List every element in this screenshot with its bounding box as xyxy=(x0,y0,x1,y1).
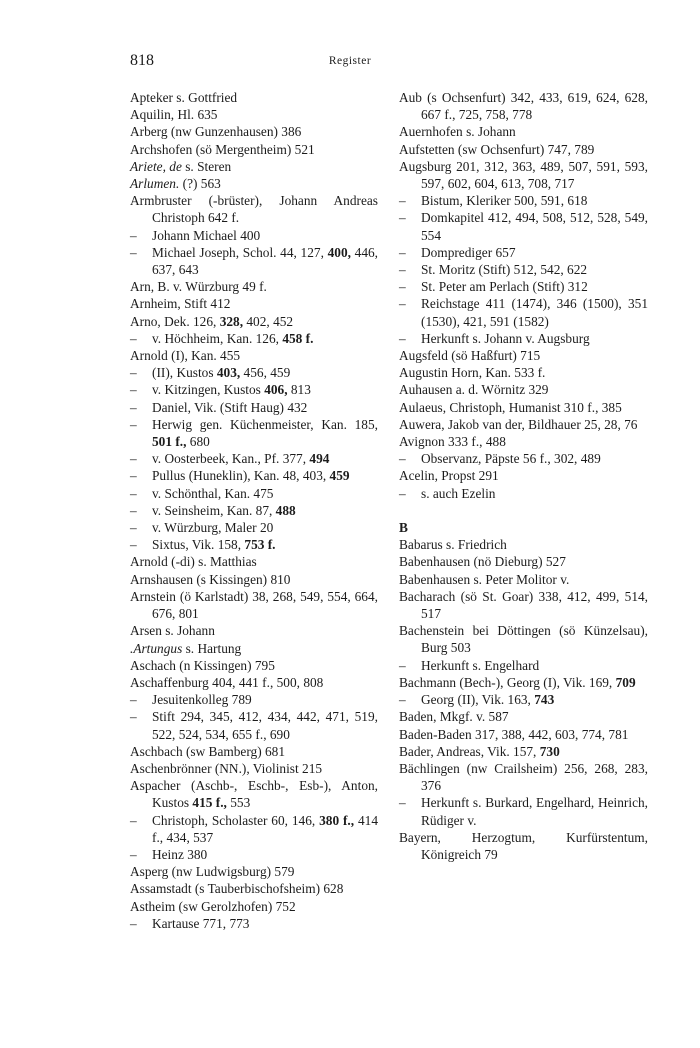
entry-text: v. Höchheim, Kan. 126, xyxy=(152,330,283,346)
subentry-dash: – xyxy=(130,365,137,381)
entry-text: Auwera, Jakob van der, Bildhauer 25, 28, 76 xyxy=(399,416,638,432)
subentry-dash: – xyxy=(130,416,137,432)
subentry-dash: – xyxy=(399,485,406,501)
subentry-dash: – xyxy=(399,330,406,346)
subentry-dash: – xyxy=(399,296,406,312)
index-entry xyxy=(130,640,378,657)
entry-text: Bader, Andreas, Vik. 157, xyxy=(399,743,540,759)
entry-text: 406, xyxy=(264,382,288,398)
subentry-dash: – xyxy=(399,193,406,209)
entry-text: 459 xyxy=(329,468,350,484)
subentry-dash: – xyxy=(130,382,137,398)
entry-text: Babarus s. Friedrich xyxy=(399,537,507,553)
index-entry xyxy=(130,622,378,639)
subentry-dash: – xyxy=(399,795,406,811)
subentry-dash: – xyxy=(130,502,137,518)
index-subentry xyxy=(130,364,378,381)
entry-text: Kartause 771, 773 xyxy=(152,915,250,931)
index-entry xyxy=(399,553,648,570)
index-subentry xyxy=(130,519,378,536)
entry-text: Arsen s. Johann xyxy=(130,623,215,639)
index-entry xyxy=(399,571,648,588)
entry-text: 403, xyxy=(216,365,241,381)
index-subentry xyxy=(130,502,378,519)
entry-text: v. Seinsheim, Kan. 87, xyxy=(152,502,276,518)
subentry-dash: – xyxy=(130,709,137,725)
subentry-dash: – xyxy=(130,399,137,415)
index-entry xyxy=(399,399,648,416)
entry-text: Herkunft s. Engelhard xyxy=(421,657,540,673)
entry-text: Avignon 333 f., 488 xyxy=(399,434,506,450)
index-entry xyxy=(399,726,648,743)
index-entry xyxy=(399,760,648,794)
entry-text: Domkapitel 412, 494, 508, 512, 528, 549, 554 xyxy=(421,210,648,243)
entry-text: Arnshausen (s Kissingen) 810 xyxy=(130,571,291,587)
entry-text: Bayern, Herzogtum, Kurfürstentum, Königreich 79 xyxy=(399,829,648,862)
entry-text: s. Hartung xyxy=(182,640,242,656)
index-entry xyxy=(130,674,378,691)
entry-text: Heinz 380 xyxy=(152,846,208,862)
entry-text: 488 xyxy=(275,502,296,518)
index-entry xyxy=(399,536,648,553)
index-entry xyxy=(130,571,378,588)
index-entry xyxy=(399,433,648,450)
index-entry xyxy=(130,89,378,106)
entry-text: Arno, Dek. 126, xyxy=(130,313,220,329)
entry-text: Baden, Mkgf. v. 587 xyxy=(399,709,509,725)
index-column-right xyxy=(399,89,648,863)
index-subentry xyxy=(130,485,378,502)
entry-text: Baden-Baden 317, 388, 442, 603, 774, 781 xyxy=(399,726,629,742)
index-subentry xyxy=(130,812,378,846)
index-subentry xyxy=(399,450,648,467)
entry-text: Arnold (I), Kan. 455 xyxy=(130,348,241,364)
entry-text: v. Würzburg, Maler 20 xyxy=(152,520,274,536)
page-number: 818 xyxy=(130,52,154,69)
entry-text: 415 f., xyxy=(192,795,227,811)
entry-text: Domprediger 657 xyxy=(421,244,516,260)
index-entry xyxy=(130,760,378,777)
index-subentry xyxy=(130,691,378,708)
index-column-left xyxy=(130,89,378,932)
entry-text: Pullus (Huneklin), Kan. 48, 403, xyxy=(152,468,330,484)
entry-text: Aquilin, Hl. 635 xyxy=(130,107,218,123)
index-subentry xyxy=(399,209,648,243)
entry-text: 446, 637, 643 xyxy=(152,244,378,278)
entry-text: Jesuitenkolleg 789 xyxy=(152,692,252,708)
subentry-dash: – xyxy=(130,451,137,467)
entry-text: .Artungus xyxy=(130,640,183,656)
entry-text: Bistum, Kleriker 500, 591, 618 xyxy=(421,193,588,209)
index-subentry xyxy=(130,244,378,278)
subentry-dash: – xyxy=(130,812,137,828)
subentry-dash: – xyxy=(130,330,137,346)
index-subentry xyxy=(399,330,648,347)
entry-text: Aschenbrönner (NN.), Violinist 215 xyxy=(130,760,323,776)
entry-text: Acelin, Propst 291 xyxy=(399,468,499,484)
entry-text: Observanz, Päpste 56 f., 302, 489 xyxy=(421,451,601,467)
index-entry xyxy=(130,141,378,158)
subentry-dash: – xyxy=(130,227,137,243)
subentry-dash: – xyxy=(399,657,406,673)
index-entry xyxy=(130,777,378,811)
index-subentry xyxy=(399,295,648,329)
entry-text: Arberg (nw Gunzenhausen) 386 xyxy=(130,124,302,140)
subentry-dash: – xyxy=(130,537,137,553)
index-entry xyxy=(130,347,378,364)
index-entry xyxy=(130,278,378,295)
running-head: Register xyxy=(328,55,372,67)
index-subentry xyxy=(130,399,378,416)
index-entry xyxy=(130,657,378,674)
entry-text: (II), Kustos xyxy=(152,365,217,381)
index-subentry xyxy=(130,450,378,467)
index-entry xyxy=(130,588,378,622)
entry-text: s. Steren xyxy=(181,158,232,174)
entry-text: 328, xyxy=(219,313,244,329)
index-entry xyxy=(399,708,648,725)
entry-text: 680 xyxy=(186,434,210,450)
entry-text: Aspacher (Aschb-, Eschb-, Esb-), Anton, Kustos xyxy=(130,778,378,811)
entry-text: 743 xyxy=(534,692,555,708)
entry-text: Johann Michael 400 xyxy=(152,227,261,243)
entry-text: Arnheim, Stift 412 xyxy=(130,296,231,312)
entry-text: Arn, B. v. Würzburg 49 f. xyxy=(130,279,267,295)
entry-text: 458 f. xyxy=(282,330,314,346)
entry-text: Reichstage 411 (1474), 346 (1500), 351 (1530), 421, 591 (1582) xyxy=(421,296,648,329)
entry-text: 494 xyxy=(309,451,330,467)
index-entry xyxy=(130,192,378,226)
entry-text: Assamstadt (s Tauberbischofsheim) 628 xyxy=(130,881,344,897)
entry-text: Arnstein (ö Karlstadt) 38, 268, 549, 554, 664, 676, 801 xyxy=(130,588,378,622)
entry-text: Bachmann (Bech-), Georg (I), Vik. 169, xyxy=(399,674,616,690)
entry-text: 400, xyxy=(327,244,351,260)
entry-text: Asperg (nw Ludwigsburg) 579 xyxy=(130,864,295,880)
index-subentry xyxy=(399,485,648,502)
index-entry xyxy=(399,743,648,760)
index-entry xyxy=(399,89,648,123)
entry-text: St. Peter am Perlach (Stift) 312 xyxy=(421,279,588,295)
entry-text: St. Moritz (Stift) 512, 542, 622 xyxy=(421,262,588,278)
index-entry xyxy=(399,674,648,691)
index-subentry xyxy=(399,278,648,295)
entry-text: Bachenstein bei Döttingen (sö Künzelsau), Burg 503 xyxy=(399,623,648,656)
entry-text: B xyxy=(399,520,408,536)
subentry-dash: – xyxy=(130,846,137,862)
index-entry xyxy=(130,743,378,760)
entry-text: v. Schönthal, Kan. 475 xyxy=(152,485,274,501)
entry-text: Babenhausen s. Peter Molitor v. xyxy=(399,571,570,587)
index-subentry xyxy=(399,261,648,278)
index-entry xyxy=(399,364,648,381)
entry-text: Michael Joseph, Schol. 44, 127, xyxy=(152,244,328,260)
index-subentry xyxy=(130,381,378,398)
entry-text: Georg (II), Vik. 163, xyxy=(421,692,535,708)
index-entry xyxy=(130,898,378,915)
index-subentry xyxy=(130,536,378,553)
index-entry xyxy=(399,829,648,863)
entry-text: 501 f., xyxy=(152,434,187,450)
index-subentry xyxy=(130,708,378,742)
index-entry xyxy=(399,141,648,158)
index-entry xyxy=(130,123,378,140)
section-heading xyxy=(399,519,648,536)
entry-text: 402, 452 xyxy=(243,313,294,329)
index-subentry xyxy=(399,794,648,828)
index-subentry xyxy=(399,244,648,261)
entry-text: Aschach (n Kissingen) 795 xyxy=(130,657,275,673)
index-entry xyxy=(130,880,378,897)
index-subentry xyxy=(130,227,378,244)
entry-text: v. Kitzingen, Kustos xyxy=(152,382,265,398)
entry-text: (?) 563 xyxy=(179,176,221,192)
entry-text: Bächlingen (nw Crailsheim) 256, 268, 283, 376 xyxy=(399,760,648,794)
entry-text: v. Oosterbeek, Kan., Pf. 377, xyxy=(152,451,310,467)
index-entry xyxy=(130,175,378,192)
entry-text: 380 f., xyxy=(319,812,355,828)
index-subentry xyxy=(399,192,648,209)
subentry-dash: – xyxy=(399,210,406,226)
entry-text: Herwig gen. Küchenmeister, Kan. 185, xyxy=(152,416,378,432)
index-subentry xyxy=(399,657,648,674)
index-entry xyxy=(399,416,648,433)
entry-text: Aulaeus, Christoph, Humanist 310 f., 385 xyxy=(399,399,622,415)
entry-text: 414 f., 434, 537 xyxy=(152,812,378,845)
entry-text: Herkunft s. Burkard, Engelhard, Heinrich, Rüdiger v. xyxy=(421,795,648,828)
entry-text: Herkunft s. Johann v. Augsburg xyxy=(421,330,590,346)
entry-text: Arnold (-di) s. Matthias xyxy=(130,554,257,570)
entry-text: Archshofen (sö Mergentheim) 521 xyxy=(130,141,315,157)
entry-text: Augustin Horn, Kan. 533 f. xyxy=(399,365,546,381)
entry-text: Aufstetten (sw Ochsenfurt) 747, 789 xyxy=(399,141,595,157)
index-subentry xyxy=(399,691,648,708)
entry-text: 456, 459 xyxy=(240,365,291,381)
subentry-dash: – xyxy=(399,451,406,467)
entry-text: Astheim (sw Gerolzhofen) 752 xyxy=(130,898,296,914)
subentry-dash: – xyxy=(399,692,406,708)
entry-text: Sixtus, Vik. 158, xyxy=(152,537,245,553)
entry-text: Stift 294, 345, 412, 434, 442, 471, 519, 522, 524, 534, 655 f., 690 xyxy=(152,709,378,742)
index-entry xyxy=(399,467,648,484)
entry-text: s. auch Ezelin xyxy=(421,485,496,501)
subentry-dash: – xyxy=(399,244,406,260)
index-entry xyxy=(130,313,378,330)
index-entry xyxy=(130,295,378,312)
entry-text: Auernhofen s. Johann xyxy=(399,124,516,140)
index-subentry xyxy=(130,330,378,347)
index-entry xyxy=(399,588,648,622)
subentry-dash: – xyxy=(399,262,406,278)
entry-text: Aschaffenburg 404, 441 f., 500, 808 xyxy=(130,674,324,690)
entry-text: 813 xyxy=(287,382,311,398)
index-entry xyxy=(399,622,648,656)
subentry-dash: – xyxy=(399,279,406,295)
section-gap xyxy=(399,502,648,519)
entry-text: Auhausen a. d. Wörnitz 329 xyxy=(399,382,549,398)
entry-text: 753 f. xyxy=(244,537,276,553)
entry-text: 553 xyxy=(226,795,251,811)
index-subentry xyxy=(130,416,378,450)
entry-text: Babenhausen (nö Dieburg) 527 xyxy=(399,554,566,570)
subentry-dash: – xyxy=(130,485,137,501)
subentry-dash: – xyxy=(130,692,137,708)
entry-text: 730 xyxy=(539,743,560,759)
index-entry xyxy=(130,106,378,123)
index-subentry xyxy=(130,846,378,863)
index-entry xyxy=(130,158,378,175)
index-entry xyxy=(399,158,648,192)
subentry-dash: – xyxy=(130,244,137,260)
index-subentry xyxy=(130,915,378,932)
entry-text: Aub (s Ochsenfurt) 342, 433, 619, 624, 628, 667 f., 725, 758, 778 xyxy=(399,90,648,123)
entry-text: Armbruster (-brüster), Johann Andreas Christoph 642 f. xyxy=(130,193,378,226)
subentry-dash: – xyxy=(130,468,137,484)
index-entry xyxy=(399,123,648,140)
entry-text: Augsburg 201, 312, 363, 489, 507, 591, 593, 597, 602, 604, 613, 708, 717 xyxy=(399,158,648,192)
index-entry xyxy=(130,863,378,880)
entry-text: Apteker s. Gottfried xyxy=(130,90,238,105)
entry-text: Aschbach (sw Bamberg) 681 xyxy=(130,743,286,759)
entry-text: Christoph, Scholaster 60, 146, xyxy=(152,812,320,828)
entry-text: Arlumen. xyxy=(130,176,180,192)
index-entry xyxy=(130,553,378,570)
index-entry xyxy=(399,347,648,364)
subentry-dash: – xyxy=(130,915,137,931)
entry-text: 709 xyxy=(615,674,636,690)
index-subentry xyxy=(130,467,378,484)
subentry-dash: – xyxy=(130,520,137,536)
index-entry xyxy=(399,381,648,398)
entry-text: Ariete, de xyxy=(130,158,182,174)
entry-text: Bacharach (sö St. Goar) 338, 412, 499, 514, 517 xyxy=(399,588,648,622)
entry-text: Daniel, Vik. (Stift Haug) 432 xyxy=(152,399,308,415)
entry-text: Augsfeld (sö Haßfurt) 715 xyxy=(399,348,541,364)
